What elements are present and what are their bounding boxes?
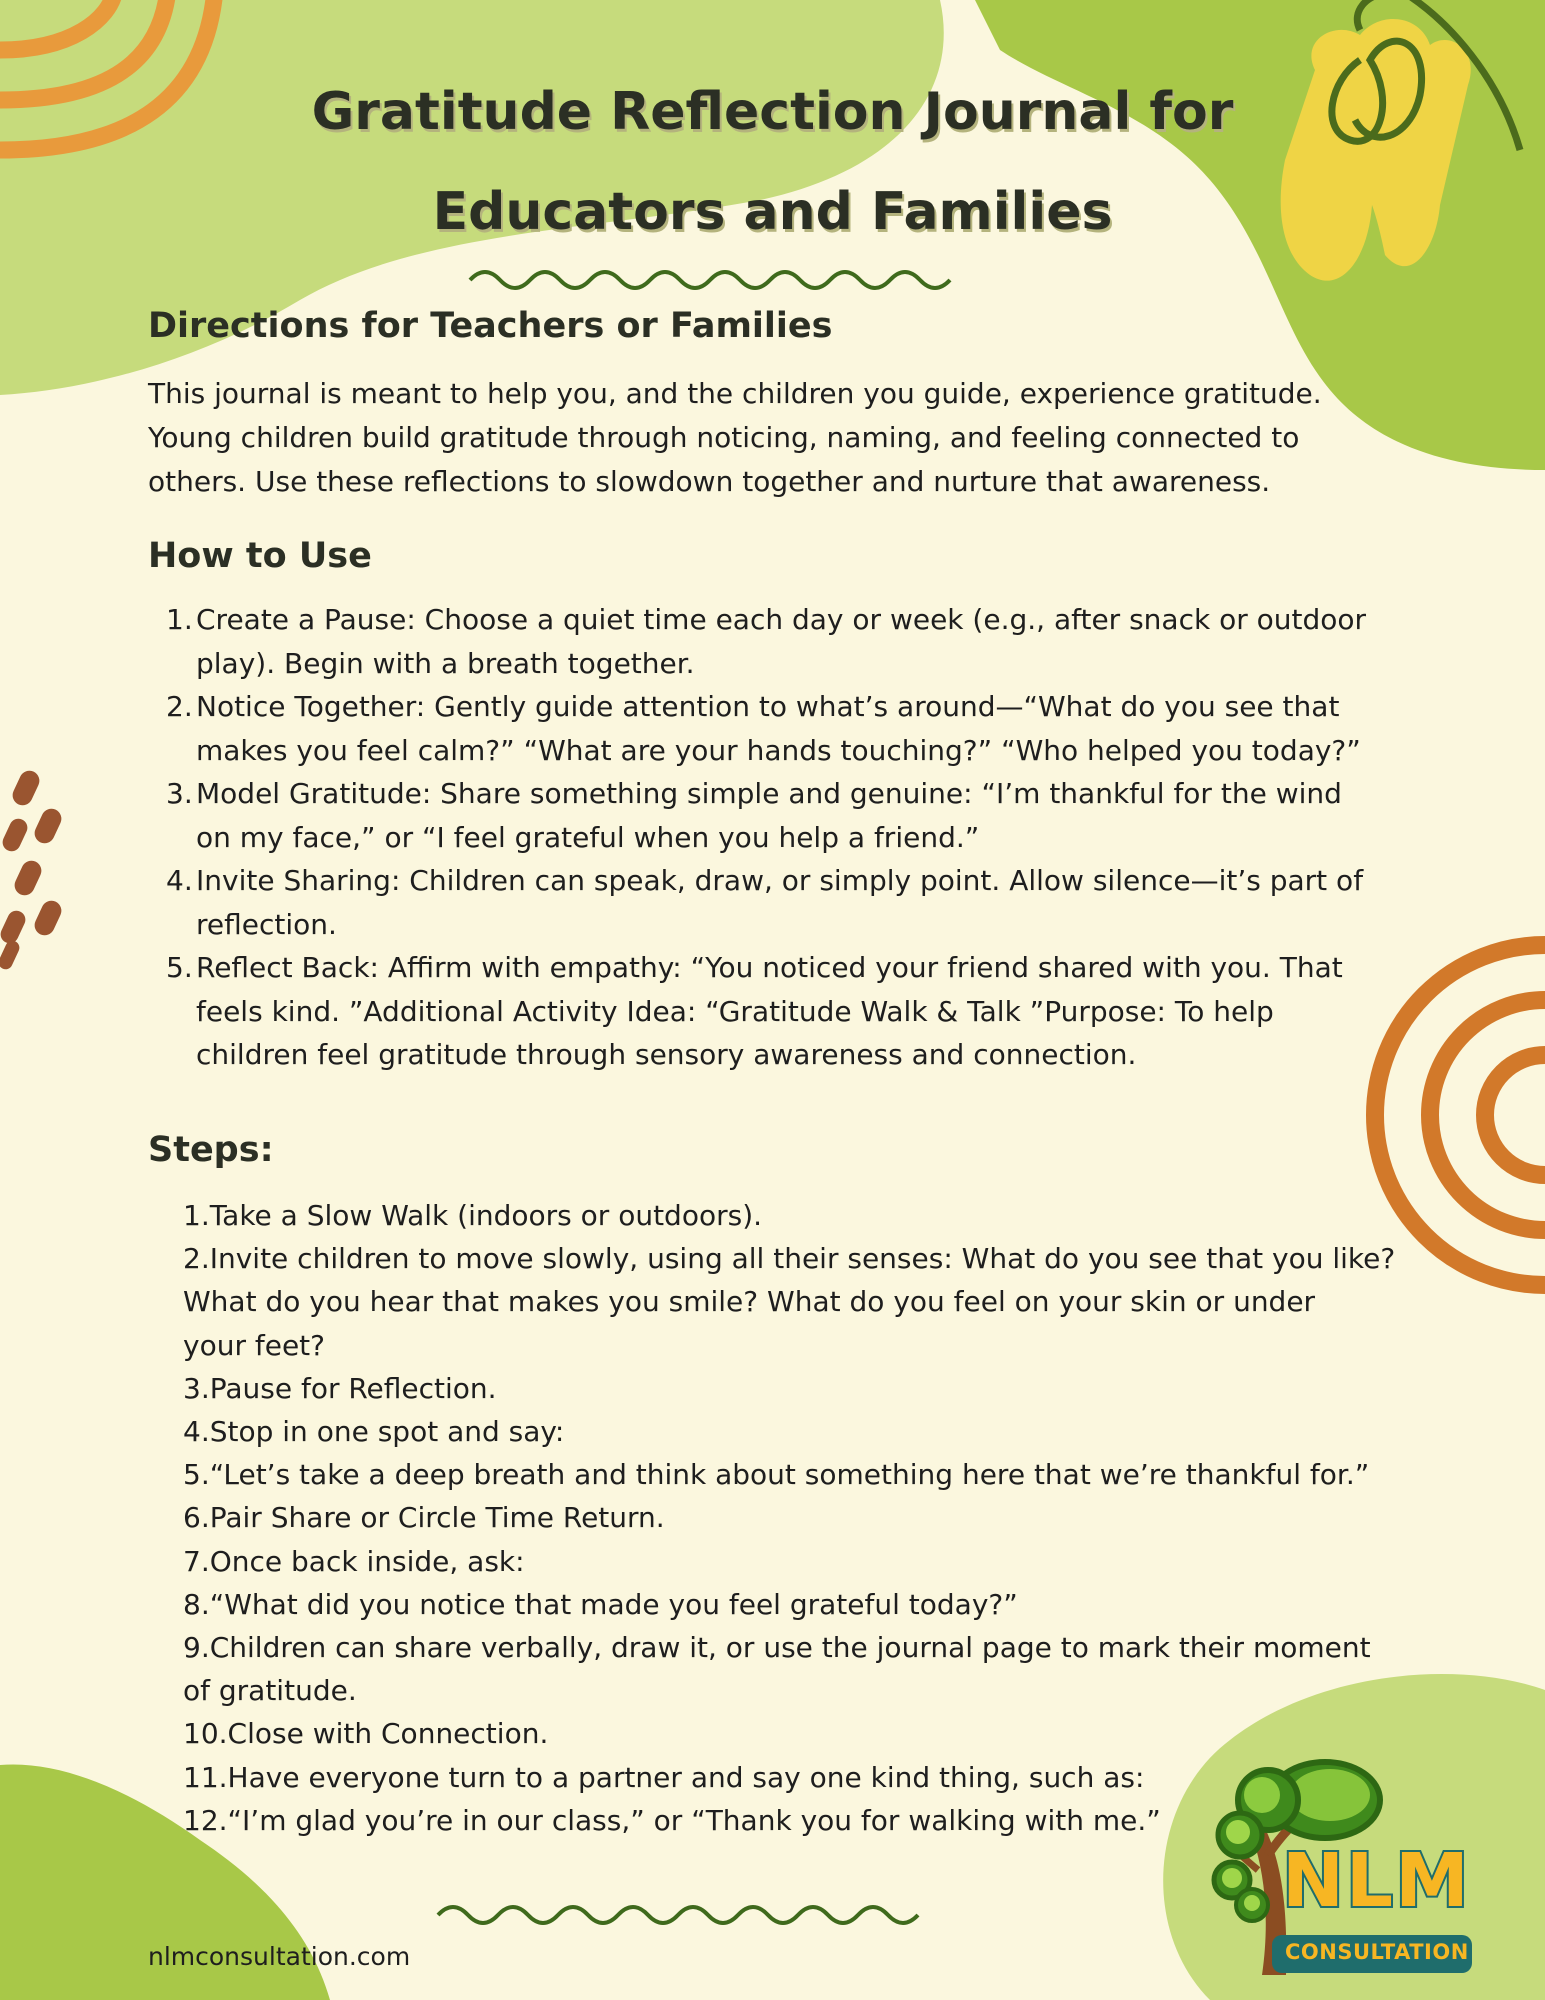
how-to-use-heading: How to Use (148, 536, 372, 576)
list-item-line: Notice Together: Gently guide attention to what’s around—“What do you see that (196, 690, 1340, 723)
step-line: your feet? (183, 1328, 326, 1362)
step-line: of gratitude. (183, 1674, 357, 1708)
step-line: 9.Children can share verbally, draw it, or use the journal page to mark their moment (183, 1631, 1371, 1665)
footer-website[interactable]: nlmconsultation.com (148, 1942, 411, 1971)
logo-name: NLM (1282, 1838, 1471, 1924)
step-line: 3.Pause for Reflection. (183, 1371, 497, 1405)
list-item-line: reflection. (196, 907, 337, 941)
step-item (183, 1410, 1413, 1453)
logo-subtitle: CONSULTATION (1285, 1940, 1469, 1964)
step-item (183, 1496, 1413, 1539)
step-line: 4.Stop in one spot and say: (183, 1415, 565, 1449)
list-item-line: Invite Sharing: Children can speak, draw, or simply point. Allow silence—it’s part of (196, 864, 1364, 897)
list-item-line: Create a Pause: Choose a quiet time each day or week (e.g., after snack or outdoor (196, 603, 1367, 636)
title-line-2: Educators and Families (432, 182, 1113, 242)
step-line: 10.Close with Connection. (183, 1717, 549, 1751)
list-number: 4. (166, 864, 193, 897)
step-item (183, 1756, 1413, 1799)
directions-paragraph (148, 372, 1408, 504)
brown-dots (0, 767, 65, 971)
step-item (183, 1367, 1413, 1410)
step-line: 7.Once back inside, ask: (183, 1544, 525, 1578)
bottom-squiggle (438, 1907, 918, 1923)
list-number: 2. (166, 690, 193, 723)
list-item-line: on my face,” or “I feel grateful when you help a friend.” (196, 820, 980, 854)
step-item (183, 1194, 1413, 1237)
directions-line: others. Use these reflections to slowdown together and nurture that awareness. (148, 465, 1271, 498)
step-line: 8.“What did you notice that made you feel grateful today?” (183, 1587, 1018, 1621)
list-item-line: makes you feel calm?” “What are your hands touching?” “Who helped you today?” (196, 733, 1361, 767)
step-line: 1.Take a Slow Walk (indoors or outdoors). (183, 1199, 763, 1232)
list-number: 3. (166, 777, 193, 810)
page-title (200, 62, 1345, 262)
list-item (148, 859, 1408, 946)
step-line: 6.Pair Share or Circle Time Return. (183, 1501, 665, 1535)
step-line: 12.“I’m glad you’re in our class,” or “Thank you for walking with me.” (183, 1803, 1161, 1837)
step-item (183, 1799, 1413, 1842)
step-line: What do you hear that makes you smile? What do you feel on your skin or under (183, 1285, 1316, 1319)
title-line-1: Gratitude Reflection Journal for (311, 82, 1234, 142)
steps-list (183, 1194, 1413, 1842)
list-item-line: play). Begin with a breath together. (196, 646, 695, 680)
list-number: 5. (166, 951, 193, 984)
steps-heading: Steps: (148, 1130, 274, 1170)
step-item (183, 1712, 1413, 1755)
list-item-line: Model Gratitude: Share something simple and genuine: “I’m thankful for the wind (196, 777, 1342, 810)
list-item (148, 772, 1408, 859)
step-item (183, 1453, 1413, 1496)
list-number: 1. (166, 603, 193, 636)
top-squiggle (470, 272, 950, 288)
directions-line: This journal is meant to help you, and the children you guide, experience gratitude. (148, 377, 1322, 410)
step-item (183, 1540, 1413, 1583)
list-item (148, 946, 1408, 1077)
directions-heading: Directions for Teachers or Families (148, 306, 833, 346)
how-to-use-list (148, 598, 1408, 1077)
list-item (148, 685, 1408, 772)
list-item-line: Reflect Back: Affirm with empathy: “You noticed your friend shared with you. That (196, 951, 1343, 984)
step-line: 11.Have everyone turn to a partner and say one kind thing, such as: (183, 1760, 1145, 1794)
list-item-line: feels kind. ”Additional Activity Idea: “Gratitude Walk & Talk ”Purpose: To help (196, 994, 1274, 1028)
step-item (183, 1237, 1413, 1367)
directions-line: Young children build gratitude through noticing, naming, and feeling connected to (148, 421, 1300, 454)
step-line: 5.“Let’s take a deep breath and think about something here that we’re thankful for.” (183, 1458, 1370, 1492)
step-line: 2.Invite children to move slowly, using all their senses: What do you see that you like? (183, 1242, 1396, 1276)
step-item (183, 1583, 1413, 1626)
list-item-line: children feel gratitude through sensory awareness and connection. (196, 1038, 1137, 1071)
list-item (148, 598, 1408, 685)
step-item (183, 1626, 1413, 1712)
